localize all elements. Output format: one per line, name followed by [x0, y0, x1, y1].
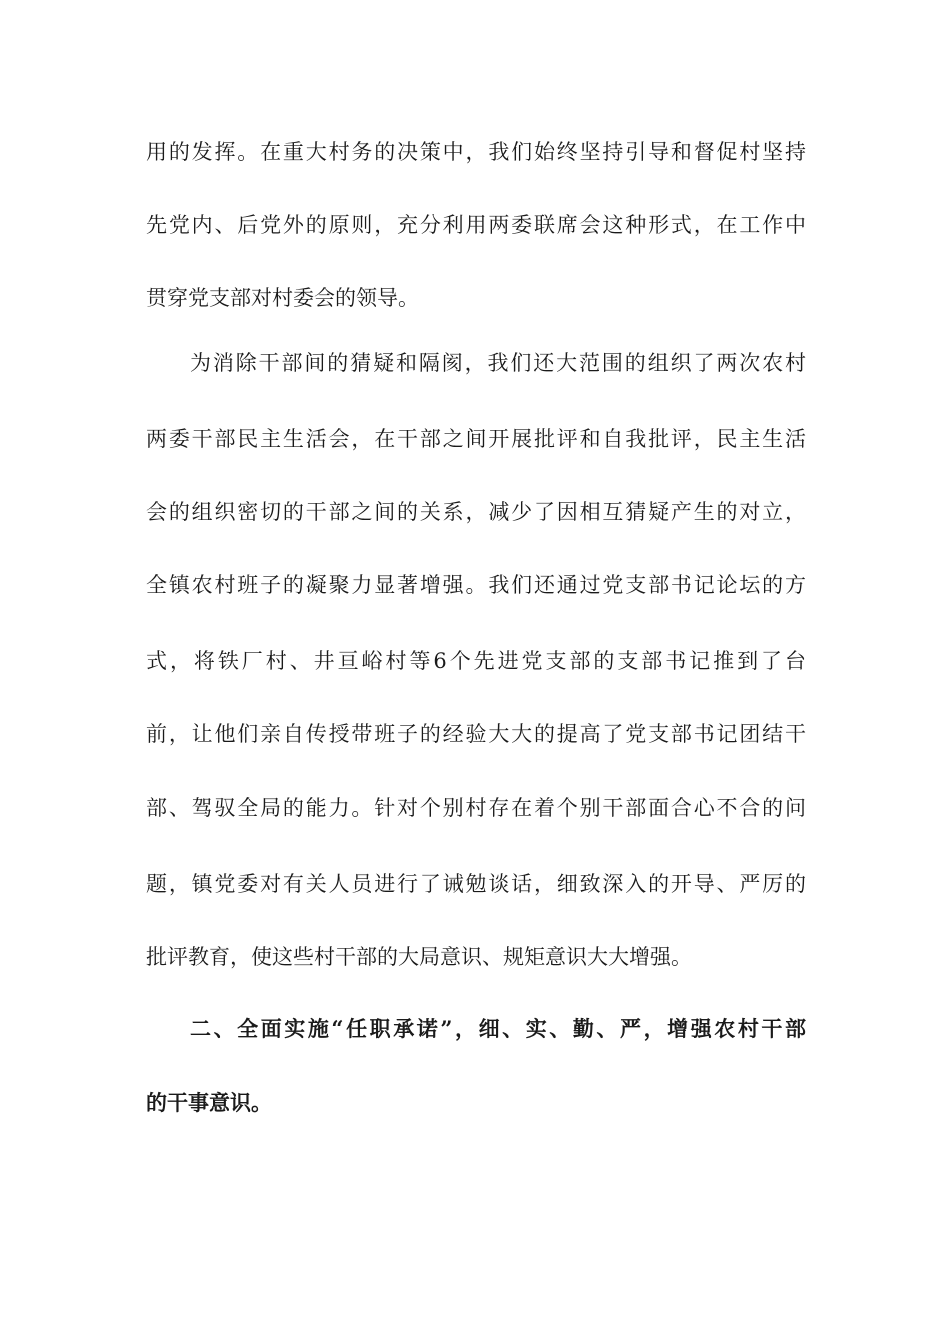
paragraph-line: 会的组织密切的干部之间的关系，减少了因相互猜疑产生的对立，	[146, 500, 806, 524]
paragraph-line: 批评教育，使这些村干部的大局意识、规矩意识大大增强。	[146, 945, 692, 969]
section-heading-line: 的干事意识。	[146, 1090, 272, 1115]
paragraph-line: 全镇农村班子的凝聚力显著增强。我们还通过党支部书记论坛的方	[146, 573, 806, 597]
paragraph-line: 部、驾驭全局的能力。针对个别村存在着个别干部面合心不合的问	[146, 796, 806, 820]
paragraph-line: 题，镇党委对有关人员进行了诫勉谈话，细致深入的开导、严厉的	[146, 872, 806, 896]
paragraph-line: 用的发挥。在重大村务的决策中，我们始终坚持引导和督促村坚持	[146, 140, 806, 164]
paragraph-line: 式，将铁厂村、井亘峪村等6个先进党支部的支部书记推到了台	[146, 649, 806, 673]
paragraph-line: 两委干部民主生活会，在干部之间开展批评和自我批评，民主生活	[146, 427, 806, 451]
section-heading-line: 二、全面实施“任职承诺”，细、实、勤、严，增强农村干部	[190, 1016, 806, 1041]
paragraph-line: 先党内、后党外的原则，充分利用两委联席会这种形式，在工作中	[146, 213, 806, 237]
paragraph-line: 前，让他们亲自传授带班子的经验大大的提高了党支部书记团结干	[146, 722, 806, 746]
paragraph-line: 贯穿党支部对村委会的领导。	[146, 286, 419, 310]
paragraph-line: 为消除干部间的猜疑和隔阂，我们还大范围的组织了两次农村	[190, 351, 806, 375]
